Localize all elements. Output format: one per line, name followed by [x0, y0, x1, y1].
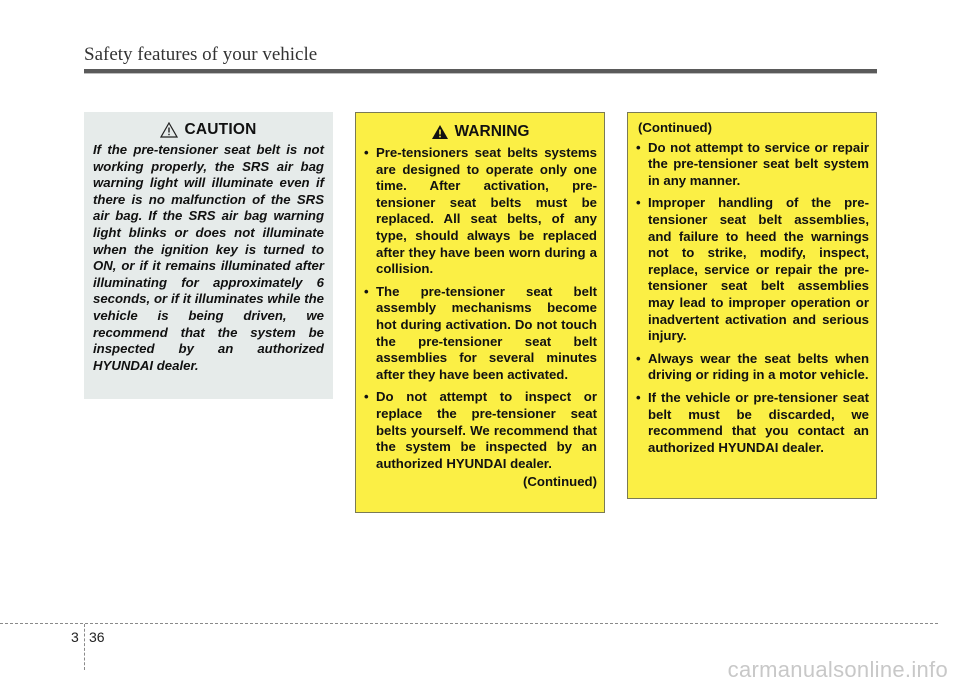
list-item: • Do not attempt to inspect or replace the pre-tensioner seat belts yourself. We recommend that the system be inspected by an authorized HYUNDAI dealer. — [364, 389, 597, 471]
warning-continued-list — [635, 140, 869, 457]
list-item: • If the vehicle or pre-tensioner seat belt must be discarded, we recommend that you contact an authorized HYUNDAI dealer. — [636, 389, 869, 455]
caution-heading — [93, 121, 324, 139]
watermark: carmanualsonline.info — [727, 657, 948, 682]
list-item: • The pre-tensioner seat belt assembly mechanisms become hot during activation. Do not touch the pre-tensioner seat belt assemblies for several minutes after they have been activated. — [364, 283, 597, 382]
warning-triangle-filled-icon — [431, 124, 449, 140]
warning-box — [355, 112, 605, 513]
warning-continued-box — [627, 112, 877, 499]
warning-title: WARNING — [454, 123, 530, 140]
list-item: • Do not attempt to service or repair the pre-tensioner seat belt system in any manner. — [636, 139, 869, 188]
list-item: • Pre-tensioners seat belts systems are designed to operate only one time. After activation, pre-tensioner seat belts must be replaced. All seat belts, of any type, should always be replaced after they have been worn during a collision. — [364, 145, 597, 277]
continued-heading: (Continued) — [638, 120, 712, 135]
list-item: • Improper handling of the pre-tensioner seat belt assemblies, and failure to heed the warnings not to strike, modify, inspect, replace, service or repair the pre-tensioner seat belt assemblies may lead to improper operation or inadvertent activation and serious injury. — [636, 195, 869, 344]
continued-label: (Continued) — [523, 474, 597, 490]
header-rule-shadow — [84, 73, 877, 74]
section-number: 3 — [71, 629, 79, 645]
list-item: • Always wear the seat belts when driving or riding in a motor vehicle. — [636, 350, 869, 383]
caution-box — [84, 112, 333, 399]
caution-text: If the pre-tensioner seat belt is not working properly, the SRS air bag warning light will illuminate even if there is no malfunction of the SRS air bag. If the SRS air bag warning light blinks or does not illuminate when the ignition key is turned to ON, or if it remains illuminated after illuminating for approximately 6 seconds, or if it illuminates while the vehicle is being driven, we recommend that the system be inspected by an authorized HYUNDAI dealer. — [93, 142, 324, 373]
page-header-title: Safety features of your vehicle — [84, 44, 318, 65]
warning-triangle-outline-icon — [160, 122, 178, 138]
footer-divider — [0, 623, 938, 624]
page-number: 36 — [89, 629, 105, 645]
warning-heading — [363, 123, 597, 141]
footer-page-divider — [84, 624, 85, 670]
warning-list — [363, 145, 597, 472]
caution-title: CAUTION — [184, 121, 257, 138]
